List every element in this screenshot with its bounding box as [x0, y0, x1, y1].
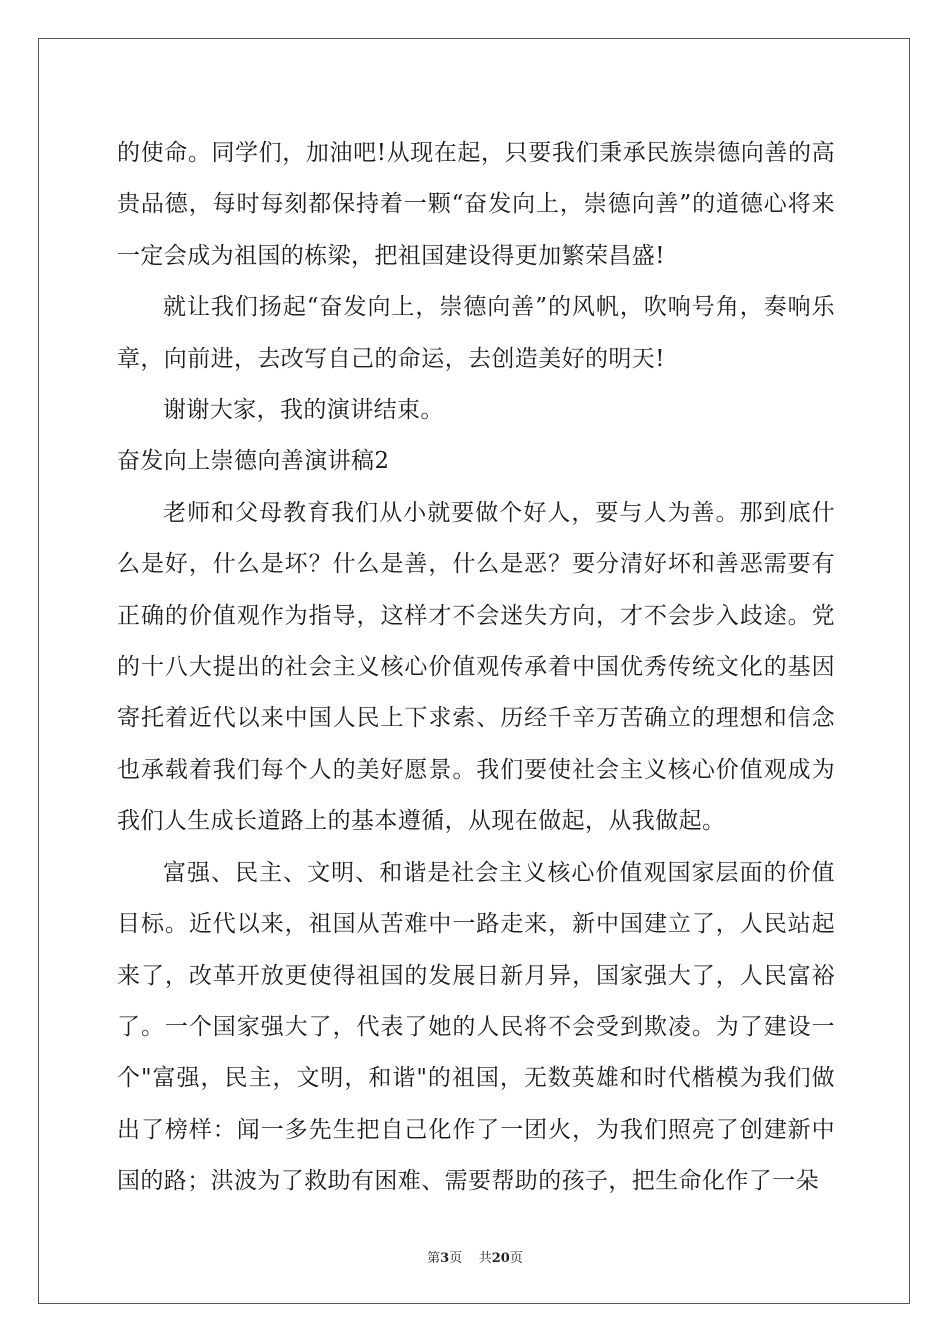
page-prefix: 第: [427, 1251, 441, 1266]
paragraph-1: 的使命。同学们，加油吧!从现在起，只要我们秉承民族崇德向善的高贵品德，每时每刻都保持着一颗“奋发向上，崇德向善”的道德心将来一定会成为祖国的栋梁，把祖国建设得更加繁荣昌盛!: [117, 140, 835, 269]
paragraph-3: 谢谢大家，我的演讲结束。: [163, 397, 444, 424]
total-suffix: 页: [509, 1251, 523, 1266]
paragraph-2: 就让我们扬起“奋发向上，崇德向善”的风帆，吹响号角，奏响乐章，向前进，去改写自己的命运，去创造美好的明天!: [117, 294, 835, 372]
page-footer: [0, 1247, 950, 1266]
document-body: [117, 128, 835, 1208]
total-prefix: 共: [478, 1251, 492, 1266]
paragraph-5: 富强、民主、文明、和谐是社会主义核心价值观国家层面的价值目标。近代以来，祖国从苦难中一路走来，新中国建立了，人民站起来了，改革开放更使得祖国的发展日新月异，国家强大了，人民富裕了。一个国家强大了，代表了她的人民将不会受到欺凌。为了建设一个"富强，民主，文明，和谐"的祖国，无数英雄和时代楷模为我们做出了榜样：闻一多先生把自己化作了一团火，为我们照亮了创建新中国的路；洪波为了救助有困难、需要帮助的孩子，把生命化作了一朵: [117, 859, 835, 1195]
paragraph-4: 老师和父母教育我们从小就要做个好人，要与人为善。那到底什么是好，什么是坏？什么是善，什么是恶？要分清好坏和善恶需要有正确的价值观作为指导，这样才不会迷失方向，才不会步入歧途。党的十八大提出的社会主义核心价值观传承着中国优秀传统文化的基因寄托着近代以来中国人民上下求索、历经千辛万苦确立的理想和信念也承载着我们每个人的美好愿景。我们要使社会主义核心价值观成为我们人生成长道路上的基本遵循，从现在做起，从我做起。: [117, 499, 835, 835]
total-pages: 20: [491, 1251, 510, 1266]
section-title: 奋发向上崇德向善演讲稿2: [117, 448, 390, 475]
page-number: 3: [440, 1251, 450, 1266]
page-suffix: 页: [449, 1251, 463, 1266]
